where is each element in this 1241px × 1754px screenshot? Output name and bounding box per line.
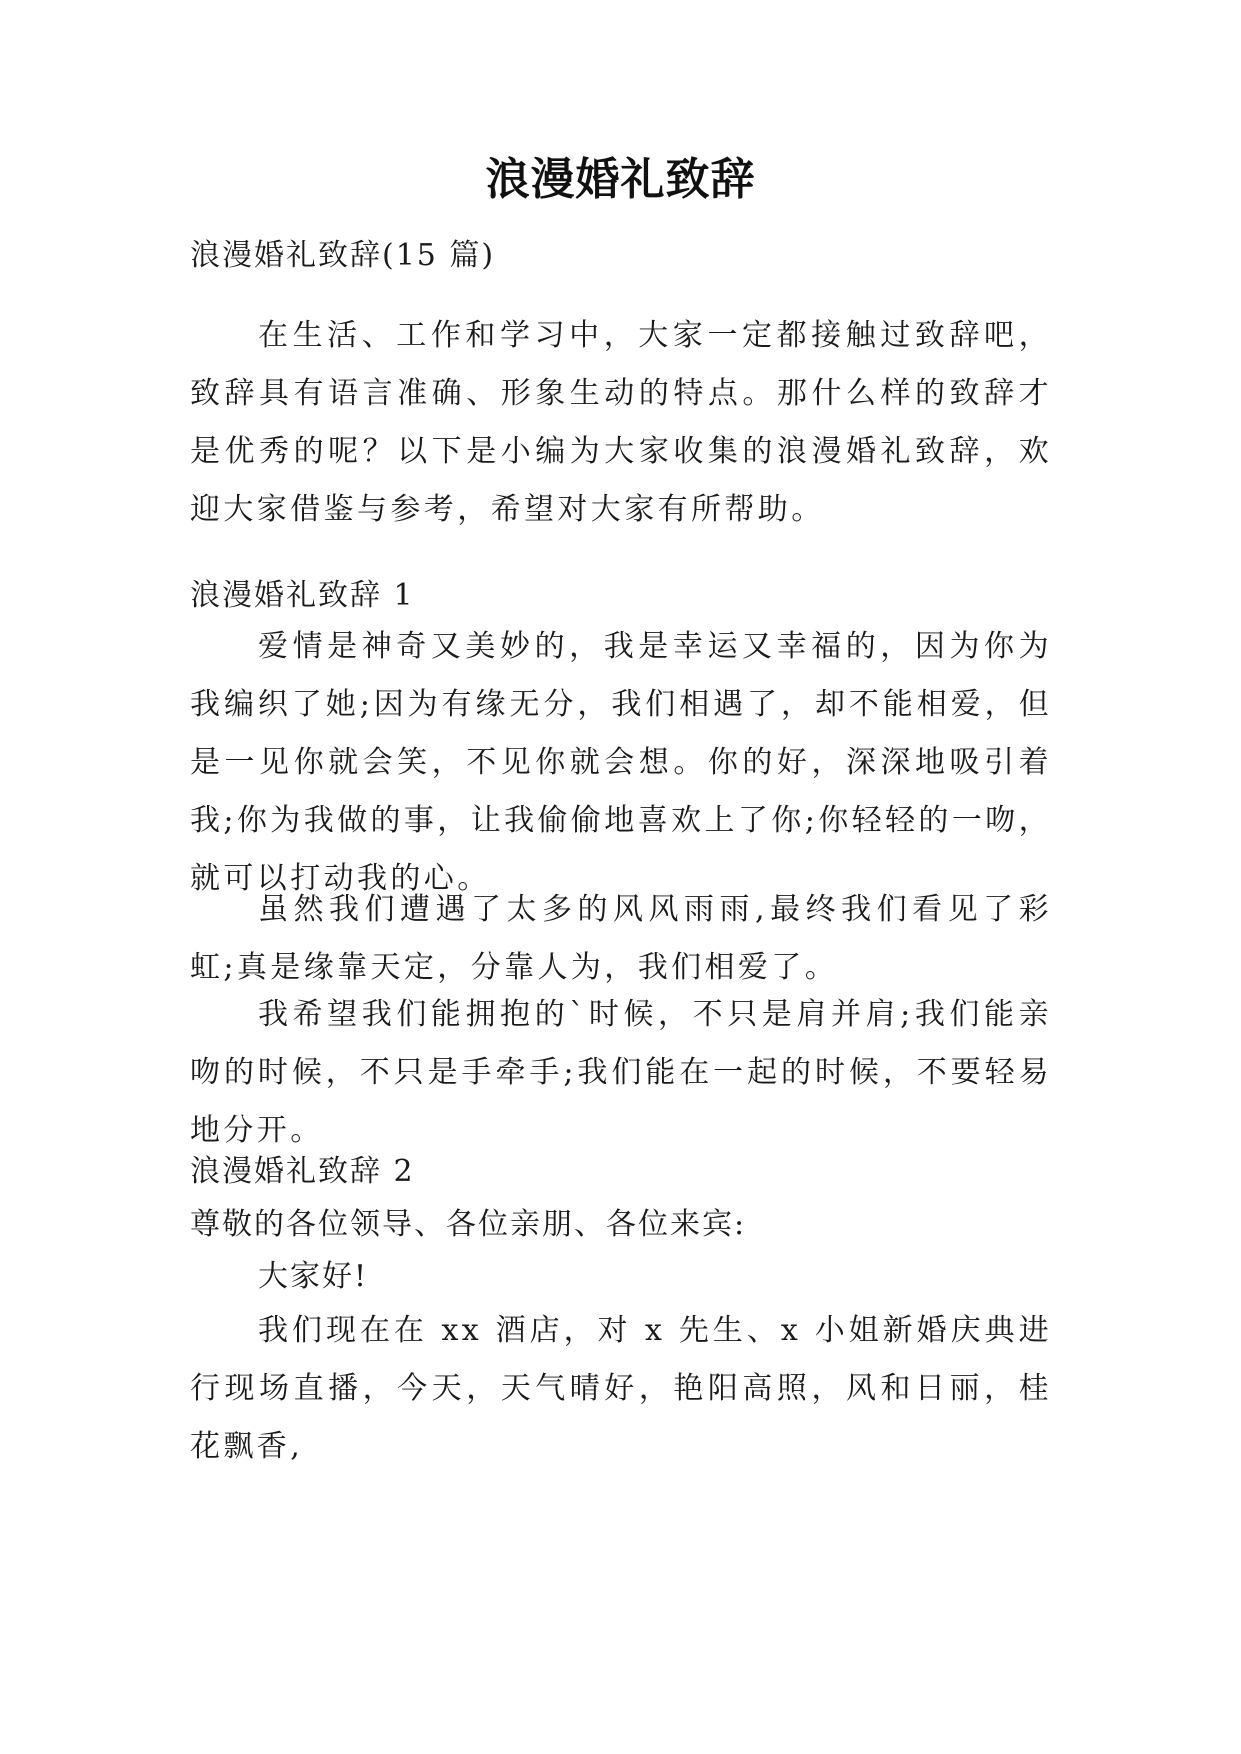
section-1-paragraph-2: 虽然我们遭遇了太多的风风雨雨,最终我们看见了彩虹;真是缘靠天定，分靠人为，我们相爱了。 bbox=[190, 892, 1052, 985]
section-2-paragraph-1: 我们现在在 xx 酒店，对 x 先生、x 小姐新婚庆典进行现场直播，今天，天气晴好，艳阳高照，风和日丽，桂花飘香, bbox=[190, 1313, 1052, 1464]
document-title: 浪漫婚礼致辞 bbox=[485, 154, 756, 205]
section-2-salutation: 尊敬的各位领导、各位亲朋、各位来宾: bbox=[190, 1207, 747, 1242]
document-subtitle: 浪漫婚礼致辞(15 篇) bbox=[190, 238, 496, 273]
section-2-greeting: 大家好! bbox=[258, 1259, 369, 1294]
section-1-paragraph-1: 爱情是神奇又美妙的，我是幸运又幸福的，因为你为我编织了她;因为有缘无分，我们相遇了，却不能相爱，但是一见你就会笑，不见你就会想。你的好，深深地吸引着我;你为我做的事，让我偷偷地喜欢上了你;你轻轻的一吻，就可以打动我的心。 bbox=[190, 629, 1053, 896]
section-1-heading: 浪漫婚礼致辞 1 bbox=[190, 578, 415, 613]
section-1-paragraph-3: 我希望我们能拥抱的`时候，不只是肩并肩;我们能亲吻的时候，不只是手牵手;我们能在一起的时候，不要轻易地分开。 bbox=[190, 997, 1052, 1148]
intro-paragraph: 在生活、工作和学习中，大家一定都接触过致辞吧，致辞具有语言准确、形象生动的特点。那什么样的致辞才是优秀的呢？以下是小编为大家收集的浪漫婚礼致辞，欢迎大家借鉴与参考，希望对大家有所帮助。 bbox=[190, 318, 1052, 527]
section-2-heading: 浪漫婚礼致辞 2 bbox=[190, 1154, 415, 1189]
